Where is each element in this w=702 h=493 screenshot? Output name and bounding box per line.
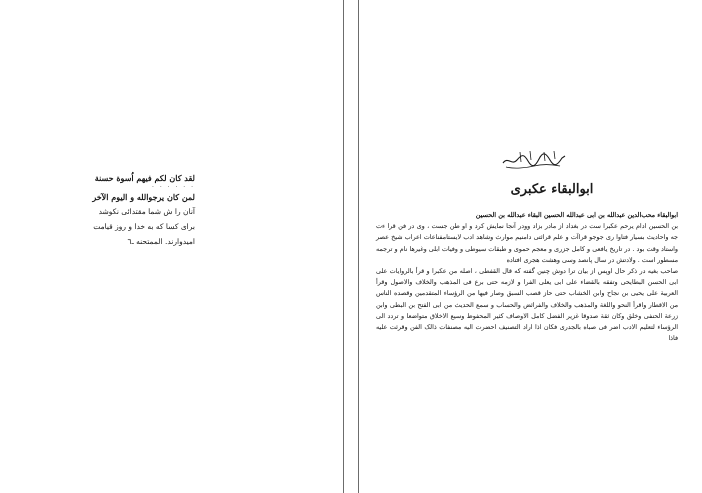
epigraph-line-2: لمن كان يرجوالله و اليوم الآخر <box>92 192 195 202</box>
book-gutter <box>343 0 359 493</box>
verse-line-3: امیدوارند. الممتحنه ـ٦ <box>127 237 195 246</box>
entry-lead-line: ابوالبقاء محب‌الدین عبدالله بن ابی عبدالله الحسین البقاء عبدالله بن الحسین <box>475 211 678 219</box>
bismillah-calligraphy <box>500 148 568 172</box>
right-page <box>358 0 702 493</box>
left-page <box>0 0 343 493</box>
bleed-through-mark <box>232 58 292 68</box>
entry-paragraph-2: صاحب بغیه در ذکر حال اوپس از بیان ترا دوش چنین گفته که قال القفطی ، اصله من عکبرا و قرأ بالروایات علی ابی الحسن البطایحی وتفقه بالقضاء علی ابی یعلی الفرا و لازمه حتی برع فی المذهب والخلاف والاصول وقرأ العربیة علی یحیی بن نجاح وابن الخشاب حتی حاز قصب السبق وصار فیها من الرؤساء المتقدمین وقصده الناس من الاقطار واقرأ النحو واللغة والمذهب والخلاف والفرائض والحساب و سمع الحدیث من ابی الفتح بن البطی وابن زرعة الحنفی وخلق وکان ثقة صدوقا غزیر الفضل کامل الاوصاف کثیر المحفوظ وسیع الاخلاق متواضعا و تردد الی الرؤساء لتعلیم الادب اضر فی صباه بالجدری فکان اذا اراد التصنیف احضرت الیه مصنفات ذالک الفن وقرئت علیه فاذا <box>376 267 678 343</box>
epigraph <box>92 172 195 249</box>
entry-body <box>376 210 678 344</box>
entry-heading: ابوالبقاء عکبری <box>510 182 594 197</box>
epigraph-line-1: لقد كان لكم فيهم اُسوة حسنة <box>94 173 195 183</box>
verse-line-1: آنان را ش شما مقتدائی نکوشد <box>98 207 195 216</box>
diacritic-dots: · · · · · · <box>152 184 195 191</box>
verse-line-2: برای کسا که به خدا و روز قیامت <box>93 222 195 231</box>
bismillah-calligraphy-drawing <box>500 148 568 172</box>
entry-paragraph-1: بن الحسین ادام یرحم عکبرا ست در بغداد از مادر بزاد وودر آنجا نمایش کرد و او طن جست ، وی در فن قرا ءت جه واحادیث بسیار فتاوا ری جوجو قراآت و علم قرائتی دامنیم موارث وشاهد ادب لایستامفناعات اعراب شیخ عصر واستاد وقت بود . در تاریخ یافعی و کامل جزری و معجم حموی و طبقات سیوطی و وفیات ابلی وغیرها نام و ترجمه مسطور است . ولادتش در سال پانصد وسی وهشت هجری افتاده <box>376 222 678 264</box>
